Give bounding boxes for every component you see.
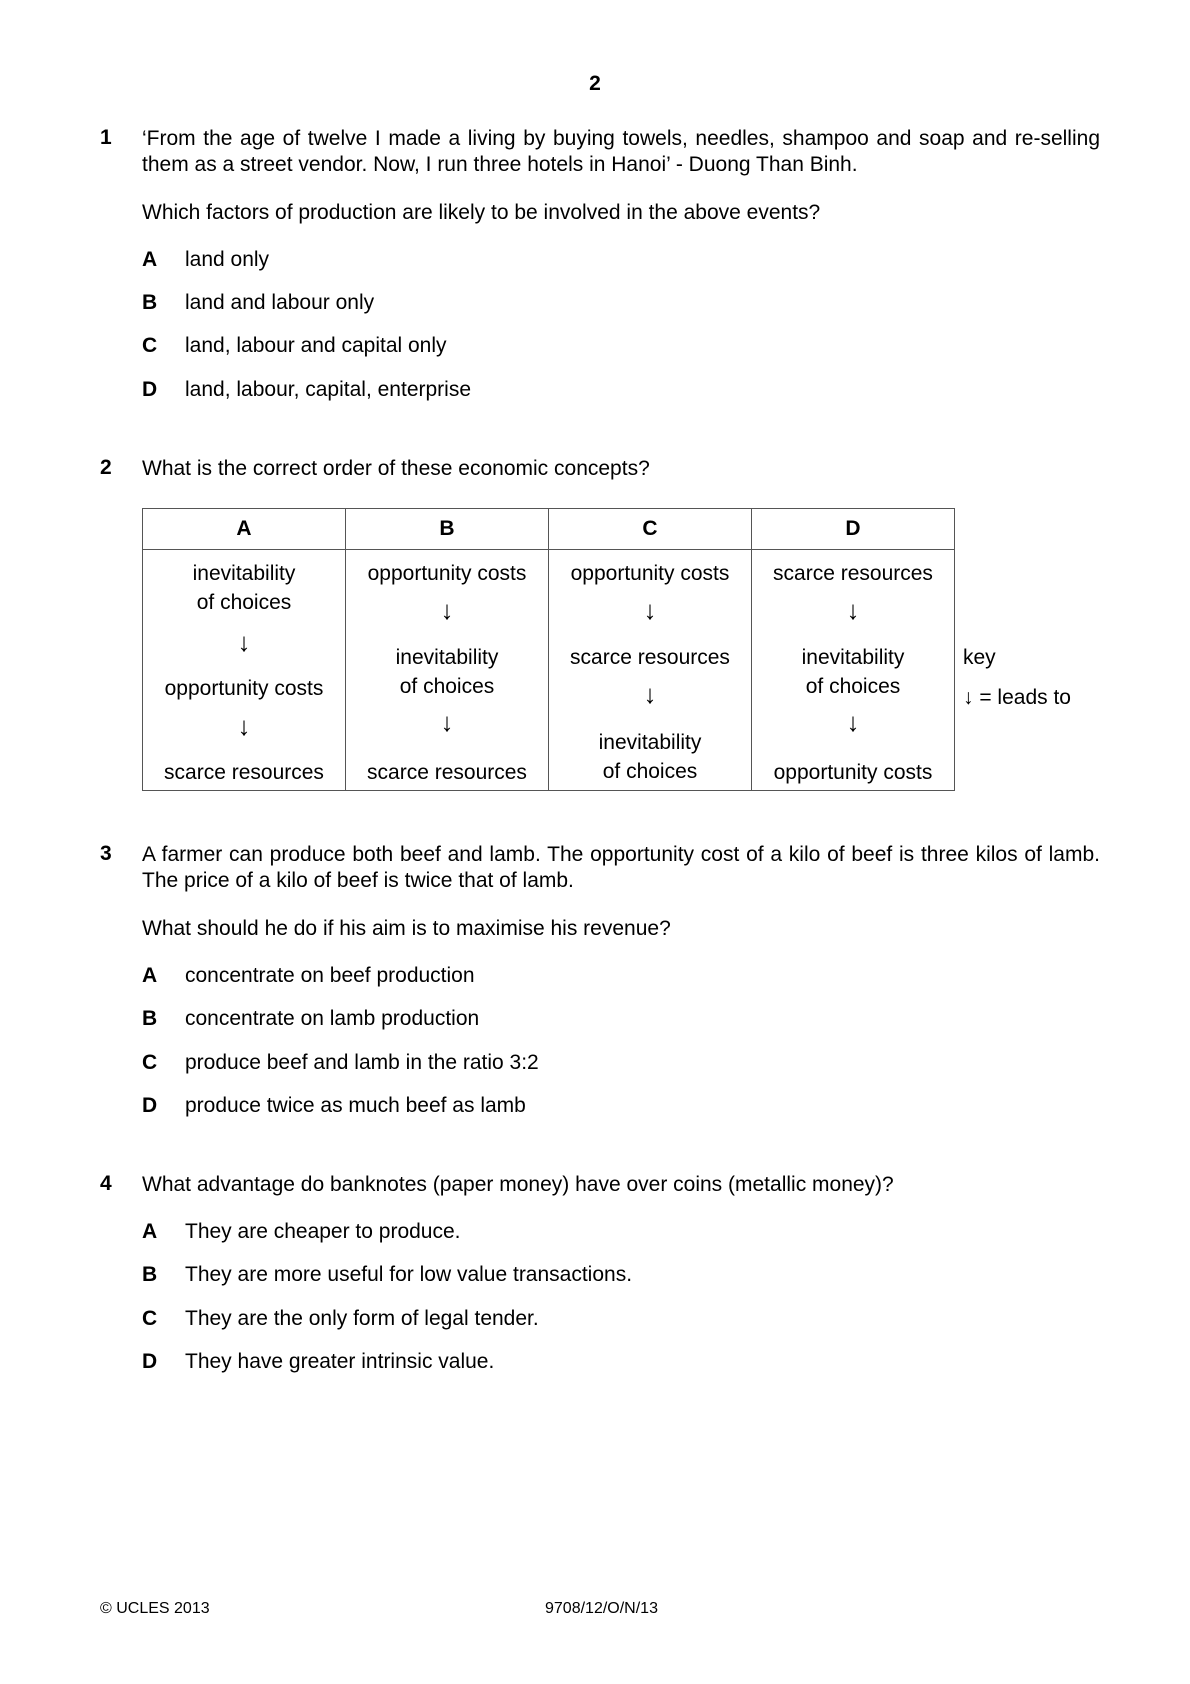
option-letter: A [142,964,158,987]
option-letter: C [142,334,158,357]
option-text: concentrate on beef production [185,964,475,987]
footer-copyright: © UCLES 2013 [100,1600,210,1617]
down-arrow-icon: ↓ [440,595,454,625]
option-text: land only [185,248,270,271]
sequence-cell [143,550,346,791]
concept-text: opportunity costs [773,761,933,784]
concept-text: opportunity costs [570,562,730,585]
question-number: 3 [100,842,112,865]
option-letter: A [142,248,158,271]
concept-text: inevitability of choices [395,646,499,698]
option-b [142,1262,1042,1288]
down-arrow-icon: ↓ [846,707,860,737]
concept-text: inevitability of choices [801,646,905,698]
down-arrow-icon: ↓ [237,627,251,657]
option-a [142,1219,1042,1245]
concept-text: inevitability of choices [598,731,702,783]
question-stem: ‘From the age of twelve I made a living by buying towels, needles, shampoo and soap and re-selling them as a street vendor. Now, I run three hotels in Hanoi’ - Duong Than Binh. [142,127,1100,176]
question-number: 4 [100,1172,112,1195]
question-stem: What is the correct order of these economic concepts? [142,457,650,480]
question-stem: What advantage do banknotes (paper money) have over coins (metallic money)? [142,1173,894,1196]
column-header: C [549,509,752,550]
down-arrow-icon: ↓ [846,595,860,625]
option-text: land and labour only [185,291,375,314]
question-prompt: What should he do if his aim is to maximise his revenue? [142,917,671,940]
option-letter: A [142,1220,158,1243]
option-text: produce beef and lamb in the ratio 3:2 [185,1051,539,1074]
question-prompt: Which factors of production are likely to be involved in the above events? [142,201,821,224]
option-letter: D [142,1350,158,1373]
key-title: key [963,646,996,669]
down-arrow-icon: ↓ [237,711,251,741]
question-stem: A farmer can produce both beef and lamb. The opportunity cost of a kilo of beef is three kilos of lamb. The price of a kilo of beef is twice that of lamb. [142,843,1100,892]
option-text: They have greater intrinsic value. [185,1350,495,1373]
column-header: D [752,509,955,550]
option-letter: C [142,1307,158,1330]
option-text: They are more useful for low value transactions. [185,1263,633,1286]
option-c [142,1050,1042,1076]
column-header: B [346,509,549,550]
key-text: ↓ = leads to [963,686,1071,709]
option-text: concentrate on lamb production [185,1007,480,1030]
option-a [142,247,1042,273]
footer-paper-code: 9708/12/O/N/13 [545,1600,658,1617]
question-number: 2 [100,456,112,479]
option-d [142,1093,1042,1119]
sequence-cell [752,550,955,791]
option-text: They are cheaper to produce. [185,1220,461,1243]
down-arrow-icon: ↓ [440,707,454,737]
sequence-cell [346,550,549,791]
option-letter: C [142,1051,158,1074]
option-letter: B [142,291,158,314]
option-d [142,377,1042,403]
option-letter: B [142,1263,158,1286]
down-arrow-icon: ↓ [643,679,657,709]
down-arrow-icon: ↓ [643,595,657,625]
concepts-table [142,508,955,791]
option-letter: D [142,378,158,401]
concept-text: inevitability of choices [192,562,296,614]
option-d [142,1349,1042,1375]
option-c [142,1306,1042,1332]
sequence-cell [549,550,752,791]
option-b [142,290,1042,316]
option-text: produce twice as much beef as lamb [185,1094,526,1117]
option-c [142,333,1042,359]
column-header: A [143,509,346,550]
option-text: They are the only form of legal tender. [185,1307,539,1330]
option-a [142,963,1042,989]
option-letter: B [142,1007,158,1030]
page-number: 2 [589,72,601,95]
concept-text: scarce resources [570,646,730,669]
concept-text: scarce resources [773,562,933,585]
table-key [963,638,1071,718]
concept-text: scarce resources [164,761,324,784]
option-letter: D [142,1094,158,1117]
question-number: 1 [100,126,112,149]
concept-text: scarce resources [367,761,527,784]
option-text: land, labour and capital only [185,334,447,357]
concept-text: opportunity costs [164,677,324,700]
concept-text: opportunity costs [367,562,527,585]
option-b [142,1006,1042,1032]
option-text: land, labour, capital, enterprise [185,378,472,401]
